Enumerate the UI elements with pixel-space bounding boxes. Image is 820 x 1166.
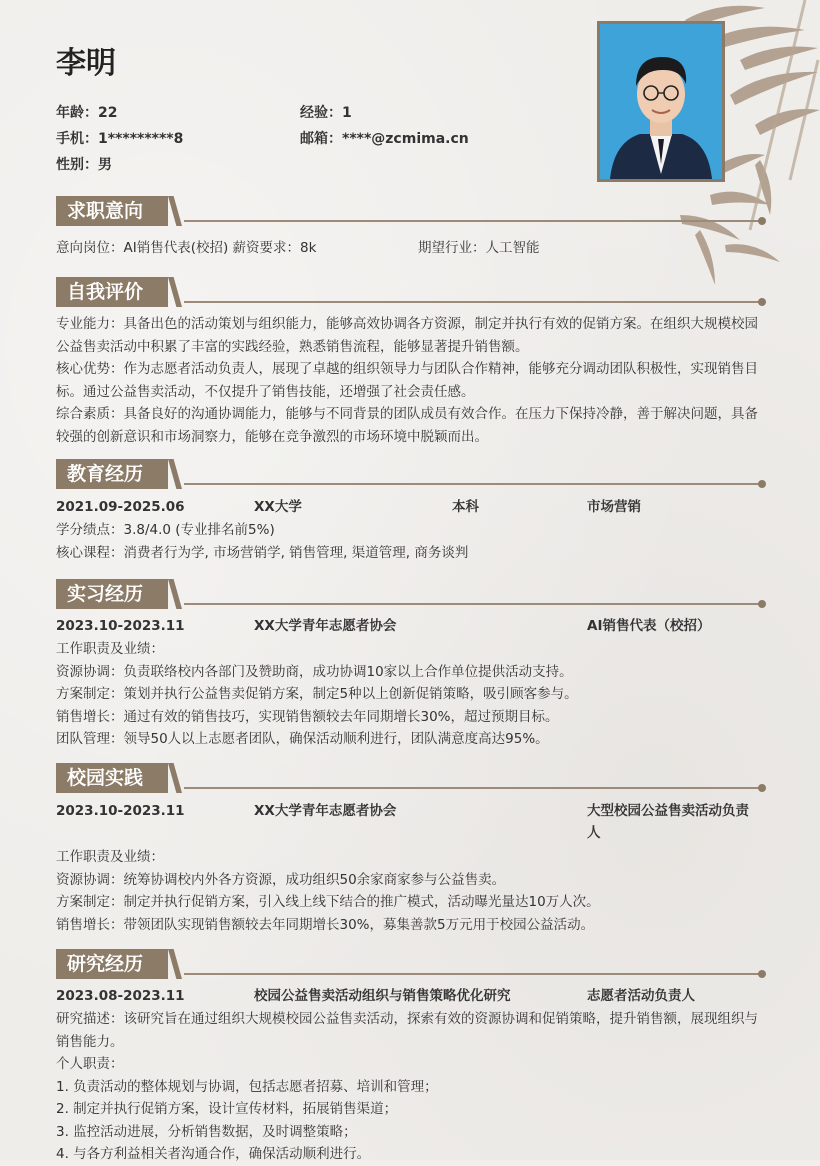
section-header-education xyxy=(56,459,766,489)
research-details: 研究描述：该研究旨在通过组织大规模校园公益售卖活动，探索有效的资源协调和促销策略，提升销售额，展现组织与销售能力。 个人职责： 1. 负责活动的整体规划与协调，包括志愿者招募、培训和管理； 2. 制定并执行促销方案，设计宣传材料，拓展销售渠道； 3. 监控活动进展，分析销售数据，及时调整策略； 4. 与各方利益相关者沟通合作，确保活动顺利进行。 xyxy=(56,1011,758,1162)
section-title: 自我评价 xyxy=(56,277,168,307)
research-role: 志愿者活动负责人 xyxy=(587,988,695,1004)
self-evaluation-text: 专业能力：具备出色的活动策划与组织能力，能够高效协调各方资源，制定并执行有效的促销方案。在组织大规模校园公益售卖活动中积累了丰富的实践经验，熟悉销售流程，能够显著提升销售额。 核心优势：作为志愿者活动负责人，展现了卓越的组织领导力与团队合作精神，能够充分调动团队积极性，实现销售目标。通过公益售卖活动，不仅提升了销售技能，还增强了社会责任感。 综合素质：具备良好的沟通协调能力，能够与不同背景的团队成员有效合作。在压力下保持冷静，善于解决问题，具备较强的创新意识和市场洞察力，能够在竞争激烈的市场环境中脱颖而出。 xyxy=(56,316,758,445)
education-date: 2021.09-2025.06 xyxy=(56,499,185,515)
profile-photo xyxy=(597,21,725,182)
section-header-campus xyxy=(56,763,766,793)
section-header-internship xyxy=(56,579,766,609)
section-header-research xyxy=(56,949,766,979)
section-title: 求职意向 xyxy=(56,196,168,226)
campus-date: 2023.10-2023.11 xyxy=(56,803,185,819)
internship-org: XX大学青年志愿者协会 xyxy=(254,618,397,634)
internship-date: 2023.10-2023.11 xyxy=(56,618,185,634)
experience-field: 经验：1 xyxy=(300,105,352,121)
section-header-intent xyxy=(56,196,766,226)
section-title: 教育经历 xyxy=(56,459,168,489)
campus-details: 工作职责及业绩： 资源协调：统筹协调校内外各方资源，成功组织50余家商家参与公益售卖。 方案制定：制定并执行促销方案，引入线上线下结合的推广模式，活动曝光量达10万人次。 销售增长：带领团队实现销售额较去年同期增长30%，募集善款5万元用于校园公益活动。 xyxy=(56,849,600,933)
intent-position: 意向岗位：AI销售代表(校招) 薪资要求：8k xyxy=(56,240,317,256)
education-gpa: 学分绩点：3.8/4.0 (专业排名前5%) xyxy=(56,522,275,538)
internship-role: AI销售代表（校招） xyxy=(587,618,711,634)
section-title: 研究经历 xyxy=(56,949,168,979)
education-courses: 核心课程：消费者行为学, 市场营销学, 销售管理, 渠道管理, 商务谈判 xyxy=(56,545,469,561)
campus-role: 大型校园公益售卖活动负责人 xyxy=(587,803,749,841)
age-field: 年龄：22 xyxy=(56,105,118,121)
education-school: XX大学 xyxy=(254,499,302,515)
gender-field: 性别：男 xyxy=(56,157,112,173)
education-degree: 本科 xyxy=(452,499,479,515)
intent-industry: 期望行业：人工智能 xyxy=(418,240,540,256)
phone-field: 手机：1*********8 xyxy=(56,131,184,147)
education-major: 市场营销 xyxy=(587,499,641,515)
section-title: 校园实践 xyxy=(56,763,168,793)
section-title: 实习经历 xyxy=(56,579,168,609)
research-topic: 校园公益售卖活动组织与销售策略优化研究 xyxy=(254,988,511,1004)
email-field: 邮箱：****@zcmima.cn xyxy=(300,131,469,147)
research-date: 2023.08-2023.11 xyxy=(56,988,185,1004)
candidate-name: 李明 xyxy=(56,46,116,81)
section-header-self xyxy=(56,277,766,307)
internship-details: 工作职责及业绩： 资源协调：负责联络校内各部门及赞助商，成功协调10家以上合作单位提供活动支持。 方案制定：策划并执行公益售卖促销方案，制定5种以上创新促销策略，吸引顾客参与。 销售增长：通过有效的销售技巧，实现销售额较去年同期增长30%，超过预期目标。 团队管理：领导50人以上志愿者团队，确保活动顺利进行，团队满意度高达95%。 xyxy=(56,641,578,747)
campus-org: XX大学青年志愿者协会 xyxy=(254,803,397,819)
